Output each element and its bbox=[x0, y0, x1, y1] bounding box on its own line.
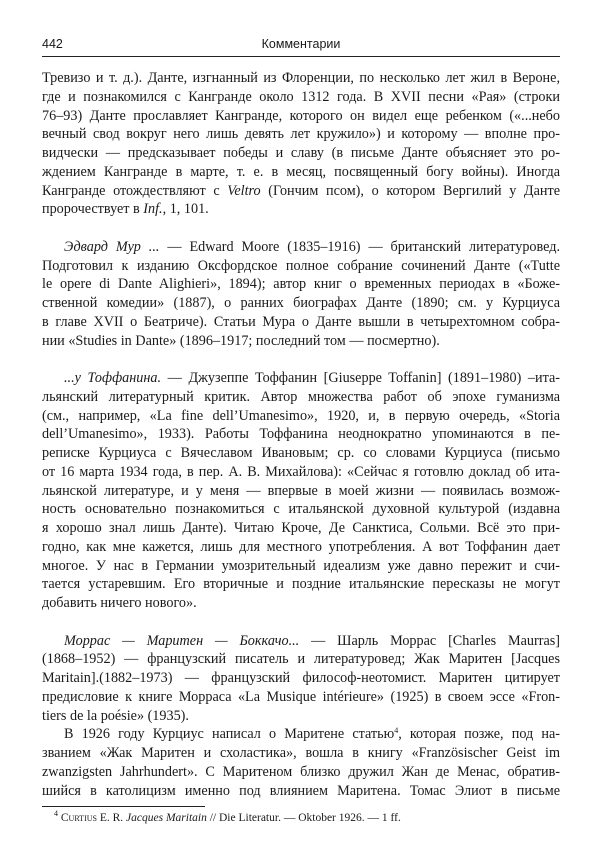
text-segment: званием «Жак Маритен и схоластика», вошла в книгу «Französischer Geist im bbox=[42, 745, 560, 761]
small-caps-text: Curtius bbox=[60, 812, 97, 824]
text-segment: нии «Studies in Dante» (1896–1917; последний том — посмертно). bbox=[42, 332, 440, 349]
text-segment: tiers de la poésie» (1935). bbox=[42, 707, 189, 724]
italic-text: Моррас — Маритен — Боккачо... bbox=[64, 632, 300, 649]
text-segment: Тревизо и т. д.). Данте, изгнанный из Флоренции, по несколько лет жил в Вероне, bbox=[42, 70, 560, 86]
text-line bbox=[42, 388, 560, 407]
text-line bbox=[42, 782, 560, 801]
text-line bbox=[42, 669, 560, 688]
page-header bbox=[42, 35, 560, 55]
footnote-ref: 4 bbox=[394, 726, 399, 736]
text-segment: шийся в католицизм именно под влиянием Маритена. Томас Элиот в письме bbox=[42, 782, 560, 799]
italic-text: ...у Тоффанина. bbox=[64, 370, 162, 386]
text-segment: (см., например, «La fine dell’Umanesimo», 1920, и, в первую очередь, «Storia bbox=[42, 407, 560, 424]
text-segment: пророчествует в bbox=[42, 201, 144, 218]
text-line bbox=[42, 425, 560, 444]
footnote-rule bbox=[42, 806, 205, 807]
text-segment: добавить ничего нового». bbox=[42, 595, 197, 611]
italic-text: Эдвард Мур ... bbox=[64, 238, 160, 255]
paragraph bbox=[42, 238, 560, 351]
text-segment: льянский литературный критик. Автор множества работ об эпохе гуманизма bbox=[42, 388, 560, 405]
text-line bbox=[42, 463, 560, 482]
text-segment: // Die Literatur. — Oktober 1926. — 1 ff. bbox=[206, 812, 401, 824]
text-line bbox=[42, 482, 560, 501]
paragraph bbox=[42, 369, 560, 613]
footnote-ref: 4 bbox=[54, 809, 58, 818]
text-line bbox=[42, 332, 560, 351]
text-line bbox=[42, 200, 560, 219]
page-body bbox=[42, 69, 560, 819]
text-line bbox=[42, 294, 560, 313]
text-segment: вечный свод вокруг него лишь девять лет кружило») и которому — вполне про- bbox=[42, 126, 560, 143]
paragraph bbox=[42, 632, 560, 726]
text-segment: , 1, 101. bbox=[162, 201, 209, 218]
text-segment: E. R. bbox=[96, 812, 127, 824]
italic-text: Inf. bbox=[143, 201, 163, 218]
text-segment: — Джузеппе Тоффанин [Giuseppe Toffanin] (1891–1980) –ита- bbox=[161, 370, 560, 386]
paragraph bbox=[42, 725, 560, 800]
text-segment: le opere di Dante Alighieri», 1894); автор книг о временных периодах в «Боже- bbox=[42, 276, 560, 293]
text-segment: dell’Umanesimo», 1933). Работы Тоффанина неоднократно упоминаются в пе- bbox=[42, 426, 560, 443]
text-segment: 76–93) Данте прославляет Кангранде, которого он видел еще ребенком («...небо bbox=[42, 107, 560, 124]
text-segment: ственной комедии» (1887), о ранних биографах Данте (1890; см. у Курциуса bbox=[42, 295, 560, 311]
text-segment: в главе XVII о Беатриче). Статьи Мура о Данте вышли в четырехтомном собра- bbox=[42, 313, 560, 330]
text-segment: ждением Кангранде в марте, т. е. в месяц, посвященный богу войны). Иногда bbox=[42, 163, 560, 180]
italic-text: Veltro bbox=[227, 182, 261, 199]
text-line bbox=[42, 369, 560, 388]
text-line bbox=[42, 557, 560, 576]
text-line bbox=[42, 763, 560, 782]
text-line bbox=[42, 575, 560, 594]
text-segment: от 16 марта 1934 года, в пер. А. В. Михайлова): «Сейчас я готовлю доклад об ита- bbox=[42, 463, 560, 480]
text-segment: тается устаревшим. Его вторичные и поздние итальянские пересказы не могут bbox=[42, 576, 560, 593]
text-segment: годно, как мне кажется, лишь для местного употребления. А вот Тоффанин дает bbox=[42, 538, 560, 555]
text-line bbox=[42, 725, 560, 744]
text-segment: ность основательно познакомиться с итальянской духовной культурой (издавна bbox=[42, 501, 560, 518]
text-line bbox=[42, 707, 560, 726]
text-line bbox=[42, 538, 560, 557]
text-line bbox=[42, 182, 560, 201]
text-segment: В 1926 году Курциус написал о Маритене статью bbox=[64, 726, 395, 743]
text-line bbox=[42, 313, 560, 332]
header-rule bbox=[42, 56, 560, 57]
text-line bbox=[42, 69, 560, 88]
text-segment: Подготовил к изданию Оксфордское полное собрание сочинений Данте («Tutte bbox=[42, 257, 560, 274]
italic-text: Jacques Maritain bbox=[126, 812, 207, 824]
text-segment: — Шарль Моррас [Charles Maurras] bbox=[299, 632, 560, 649]
text-segment: (1868–1952) — французский писатель и литературовед; Жак Маритен [Jacques bbox=[42, 651, 560, 668]
text-segment: — Edward Moore (1835–1916) — британский литературовед. bbox=[159, 238, 560, 255]
text-line bbox=[42, 88, 560, 107]
text-segment: zwanzigsten Jahrhundert». С Маритеном близко дружил Жан де Менас, обратив- bbox=[42, 763, 560, 780]
text-line bbox=[42, 275, 560, 294]
text-segment: (Гончим псом), о котором Вергилий у Данте bbox=[260, 182, 560, 199]
text-line bbox=[42, 688, 560, 707]
footnote bbox=[54, 809, 401, 824]
text-segment: многое. У нас в Германии умозрительный идеализм уже давно пережит и счи- bbox=[42, 557, 560, 574]
text-line bbox=[42, 163, 560, 182]
text-segment: Maritain].(1882–1973) — французский философ-неотомист. Маритен цитирует bbox=[42, 670, 560, 686]
text-line bbox=[42, 650, 560, 669]
text-segment: где и познакомился с Кангранде около 1312 года. В XVII песни «Рая» (строки bbox=[42, 88, 560, 105]
text-segment: реписке Курциуса с Вячеславом Ивановым; ср. со словами Курциуса (письмо bbox=[42, 445, 560, 461]
text-line bbox=[42, 500, 560, 519]
text-line bbox=[42, 594, 560, 613]
text-segment: я хорошо знал лишь Данте). Читаю Кроче, Де Санктиса, Сольми. Всё это при- bbox=[42, 520, 560, 536]
text-segment: Кангранде отождествляют с bbox=[42, 182, 228, 199]
text-line bbox=[42, 125, 560, 144]
text-line bbox=[42, 519, 560, 538]
text-line bbox=[42, 632, 560, 651]
text-line bbox=[42, 238, 560, 257]
running-title: Комментарии bbox=[261, 37, 341, 51]
text-segment: , которая позже, под на- bbox=[398, 726, 560, 743]
text-line bbox=[42, 257, 560, 276]
text-segment: предисловие к книге Морраса «La Musique intérieure» (1925) в своем эссе «Fron- bbox=[42, 688, 560, 705]
text-line bbox=[42, 744, 560, 763]
text-line bbox=[42, 444, 560, 463]
paragraph bbox=[42, 69, 560, 219]
page-number: 442 bbox=[42, 37, 63, 51]
text-segment: видчески — предсказывает победы и славу (в письме Данте объясняет это ро- bbox=[42, 145, 560, 161]
text-line bbox=[42, 144, 560, 163]
text-segment: льянской литературе, и у меня — впервые в моей жизни — появилась возмож- bbox=[42, 482, 560, 499]
text-line bbox=[42, 407, 560, 426]
text-line bbox=[42, 107, 560, 126]
